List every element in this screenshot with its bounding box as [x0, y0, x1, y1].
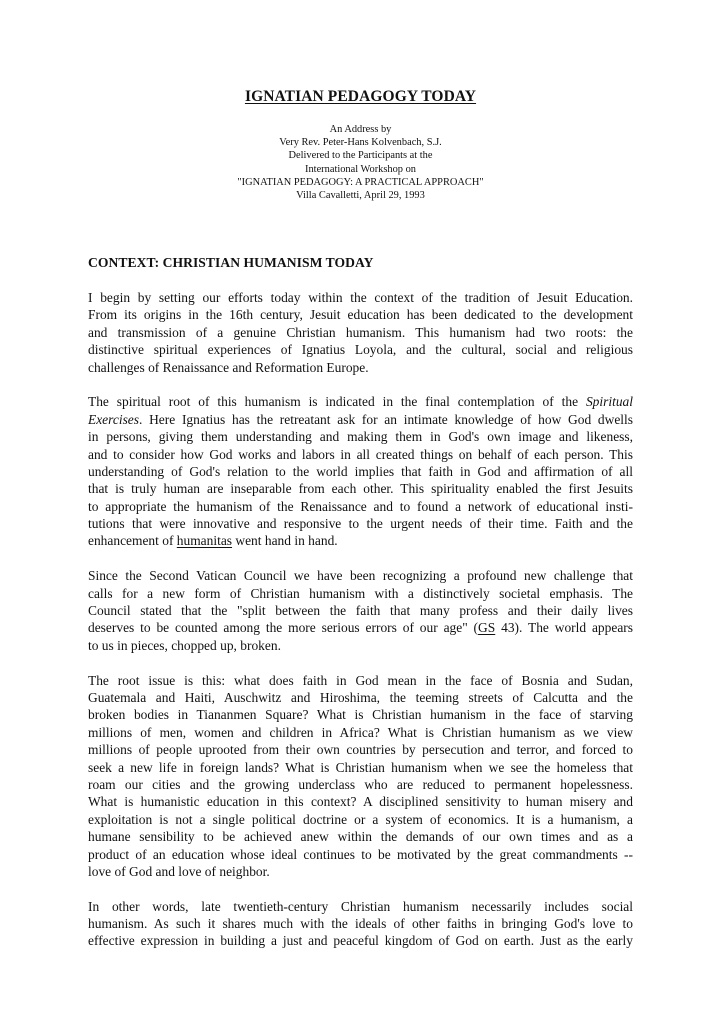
text-line: in persons, giving them understanding and making them in God's own image and likeness, [88, 429, 633, 445]
text-line: From its origins in the 16th century, Jesuit education has been dedicated to the development [88, 307, 633, 323]
paragraph-5 [88, 898, 633, 950]
text-line [88, 393, 633, 410]
underlined-term: GS [478, 620, 496, 636]
text-line: to appropriate the humanism of the Renaissance and to found a network of educational insti- [88, 498, 633, 514]
italic-term: Spiritual [585, 394, 633, 410]
text-line: broken bodies in Tiananmen Square? What is Christian humanism in the face of starving [88, 707, 633, 723]
text-line [88, 619, 633, 636]
text-line: love of God and love of neighbor. [88, 863, 270, 879]
text-span: went hand in hand. [232, 533, 338, 549]
address-line: Very Rev. Peter-Hans Kolvenbach, S.J. [279, 137, 442, 149]
text-line: Council stated that the "split between the faith that many profess and their daily lives [88, 603, 633, 619]
text-line [88, 532, 633, 549]
text-line: roam our cities and the growing underclass who are reduced to permanent hopelessness. [88, 776, 633, 792]
text-line: exploitation is not a single political doctrine or a system of economics. It is a humanism, a [88, 811, 633, 827]
document-title: IGNATIAN PEDAGOGY TODAY [244, 88, 477, 105]
text-span: enhancement of [88, 533, 177, 549]
paragraph-4 [88, 672, 633, 881]
text-span: 43). The world appears [495, 620, 633, 636]
section-heading: CONTEXT: CHRISTIAN HUMANISM TODAY [88, 255, 374, 270]
text-line: humanism. As such it shares much with the ideals of other faiths in bringing God's love to [88, 916, 633, 932]
text-line: The root issue is this: what does faith in God mean in the face of Bosnia and Sudan, [88, 672, 633, 688]
text-span: The spiritual root of this humanism is indicated in the final contemplation of the [88, 394, 586, 410]
text-line: product of an education whose ideal continues to be motivated by the great commandments -- [88, 846, 633, 862]
address-block [88, 123, 633, 202]
paragraph-3 [88, 567, 633, 654]
text-line: distinctive spiritual experiences of Ignatius Loyola, and the cultural, social and religious [88, 342, 633, 358]
address-line: Delivered to the Participants at the [288, 150, 433, 162]
text-line: humane sensibility to be achieved anew within the demands of our own times and as a [88, 829, 633, 845]
text-line: What is humanistic education in this context? A disciplined sensitivity to human misery and [88, 794, 633, 810]
text-line: understanding of God's relation to the world implies that faith in God and affirmation of all [88, 463, 633, 479]
text-span: . Here Ignatius has the retreatant ask for an intimate knowledge of how God dwells [139, 411, 633, 427]
text-line: millions of men, women and children in Africa? What is Christian humanism as we view [88, 724, 633, 740]
text-line: Since the Second Vatican Council we have been recognizing a profound new challenge that [88, 568, 633, 584]
text-line: seek a new life in foreign lands? What is Christian humanism when we see the homeless that [88, 759, 633, 775]
paragraph-1 [88, 289, 633, 376]
text-line: calls for a new form of Christian humanism with a distinctively societal emphasis. The [88, 585, 633, 601]
text-line: tutions that were innovative and responsive to the urgent needs of their time. Faith and the [88, 516, 633, 532]
text-line: to us in pieces, chopped up, broken. [88, 637, 281, 653]
text-span: deserves to be counted among the more serious errors of our age" ( [88, 620, 479, 636]
text-line: millions of people uprooted from their own countries by persecution and terror, and forced to [88, 742, 633, 758]
text-line: that is truly human are inseparable from each other. This spirituality enabled the first Jesuits [88, 481, 633, 497]
text-line: challenges of Renaissance and Reformation Europe. [88, 359, 369, 375]
text-line [88, 411, 633, 428]
address-line: "IGNATIAN PEDAGOGY: A PRACTICAL APPROACH" [237, 176, 484, 188]
text-line: Guatemala and Haiti, Auschwitz and Hiroshima, the teeming streets of Calcutta and the [88, 689, 633, 705]
paragraph-2 [88, 393, 633, 550]
text-line: and transmission of a genuine Christian humanism. This humanism had two roots: the [88, 324, 633, 340]
underlined-term: humanitas [176, 533, 233, 549]
address-line: International Workshop on [305, 163, 416, 175]
italic-term: Exercises [88, 411, 139, 427]
address-line: An Address by [329, 124, 392, 135]
body-text [88, 289, 633, 967]
address-line: Villa Cavalletti, April 29, 1993 [296, 190, 425, 202]
text-line: I begin by setting our efforts today within the context of the tradition of Jesuit Education. [88, 290, 633, 305]
text-line: In other words, late twentieth-century Christian humanism necessarily includes social [88, 898, 633, 914]
text-line: effective expression in building a just and peaceful kingdom of God on earth. Just as the early [88, 933, 633, 949]
text-line: and to consider how God works and labors in all created things on behalf of each person. This [88, 446, 633, 462]
